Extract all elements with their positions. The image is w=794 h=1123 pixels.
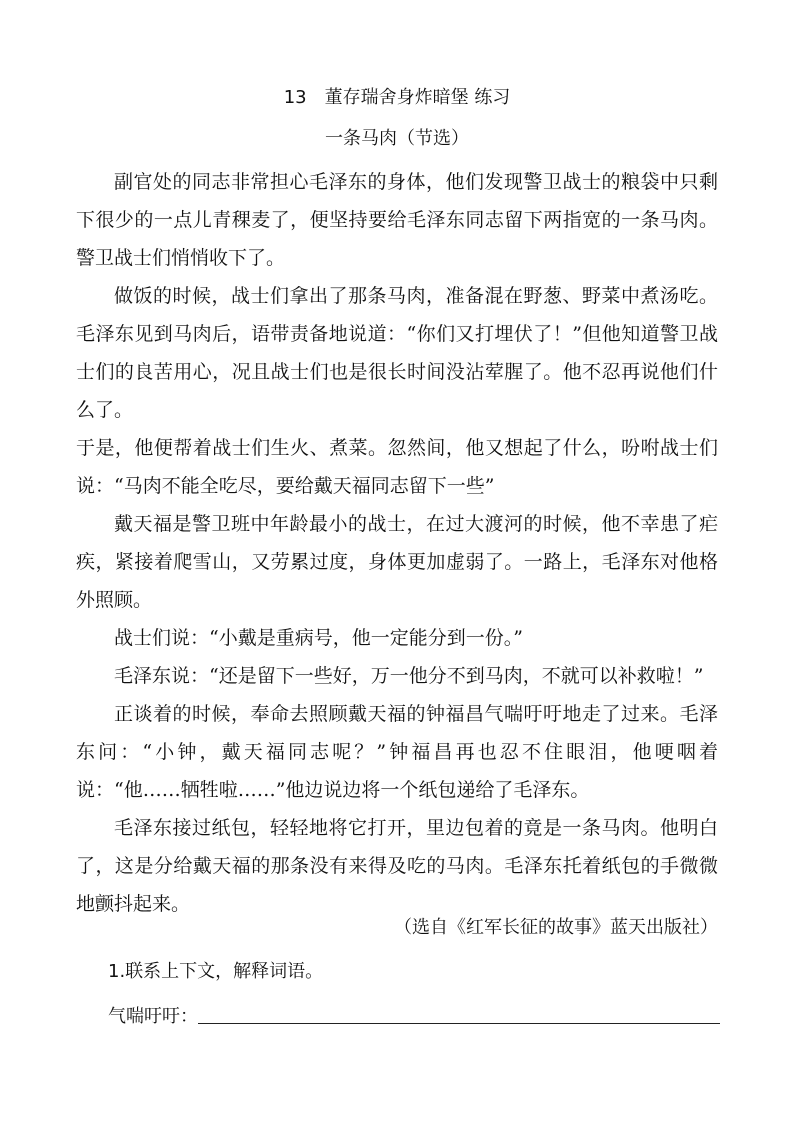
paragraph-8: 毛泽东接过纸包，轻轻地将它打开，里边包着的竟是一条马肉。他明白了，这是分给戴天福的那条没有来得及吃的马肉。毛泽东托着纸包的手微微地颤抖起来。 [76, 817, 718, 915]
source-citation: （选自《红军长征的故事》蓝天出版社） [394, 917, 718, 938]
page-title: 13 董存瑞舍身炸暗堡 练习 [283, 87, 511, 108]
paragraph-5: 战士们说：“小戴是重病号，他一定能分到一份。” [114, 627, 523, 649]
paragraph-6: 毛泽东说：“还是留下一些好，万一他分不到马肉，不就可以补救啦！” [114, 665, 704, 687]
passage-body [76, 163, 718, 923]
paragraph-7: 正谈着的时候，奉命去照顾戴天福的钟福昌气喘吁吁地走了过来。毛泽东问：“小钟，戴天福同志呢？”钟福昌再也忍不住眼泪，他哽咽着说：“他……牺牲啦……”他边说边将一个纸包递给了毛泽东。 [76, 703, 718, 801]
paragraph-3: 于是，他便帮着战士们生火、煮菜。忽然间，他又想起了什么，吩咐战士们说：“马肉不能全吃尽，要给戴天福同志留下一些” [76, 437, 718, 497]
paragraph-1: 副官处的同志非常担心毛泽东的身体，他们发现警卫战士的粮袋中只剩下很少的一点儿青稞麦了，便坚持要给毛泽东同志留下两指宽的一条马肉。警卫战士们悄悄收下了。 [76, 171, 718, 269]
question-1: 1.联系上下文，解释词语。 [108, 961, 324, 982]
paragraph-2: 做饭的时候，战士们拿出了那条马肉，准备混在野葱、野菜中煮汤吃。毛泽东见到马肉后，语带责备地说道：“你们又打埋伏了！”但他知道警卫战士们的良苦用心，况且战士们也是很长时间没沾荤腥了。他不忍再说他们什么了。 [76, 285, 718, 421]
paragraph-4: 戴天福是警卫班中年龄最小的战士，在过大渡河的时候，他不幸患了疟疾，紧接着爬雪山，又劳累过度，身体更加虚弱了。一路上，毛泽东对他格外照顾。 [76, 513, 718, 611]
answer-label: 气喘吁吁： [108, 1006, 198, 1027]
answer-blank-line[interactable] [198, 1023, 720, 1024]
answer-row [108, 999, 720, 1031]
passage-title: 一条马肉（节选） [325, 128, 469, 149]
